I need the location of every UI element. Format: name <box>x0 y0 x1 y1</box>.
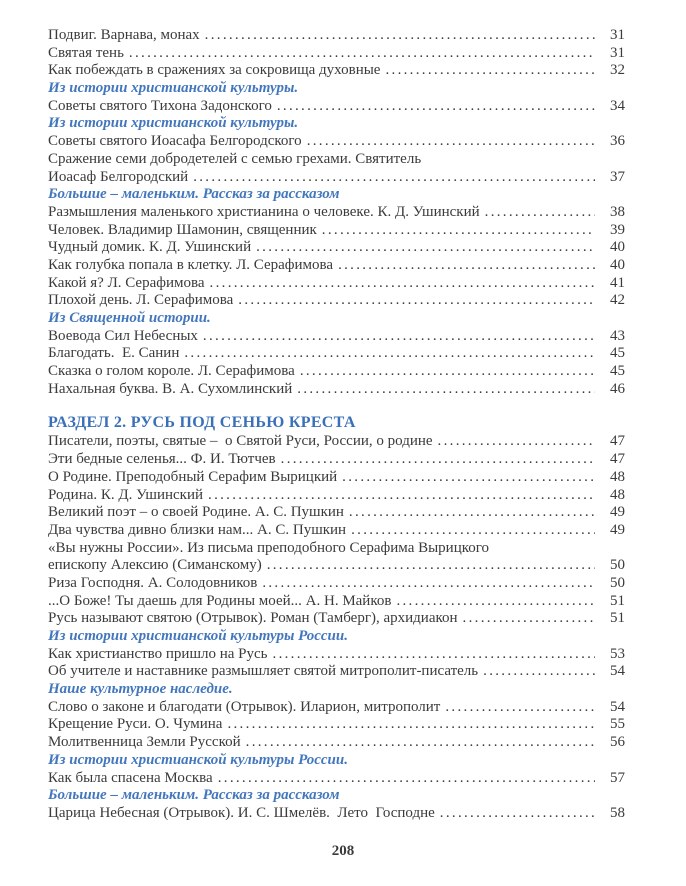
dot-leader <box>322 222 595 240</box>
dot-leader <box>438 433 595 451</box>
toc-entry-page: 34 <box>610 97 625 114</box>
toc-entry-page: 31 <box>610 27 625 43</box>
toc-entry <box>48 522 625 540</box>
toc-entry <box>48 62 625 80</box>
toc-entry-page: 49 <box>610 504 625 521</box>
toc-subheader <box>48 787 625 805</box>
toc-entry-title: Нахальная буква. В. А. Сухомлинский <box>48 380 293 397</box>
toc-entry-page: 40 <box>610 256 625 273</box>
toc-entry <box>48 222 625 240</box>
dot-leader <box>338 257 595 275</box>
toc-entry-title: Сражение семи добродетелей с семью грехами. Святитель <box>48 150 422 167</box>
toc-entry-page: 38 <box>610 203 625 220</box>
toc-subheader <box>48 752 625 770</box>
toc-entry <box>48 487 625 505</box>
toc-entry-page: 47 <box>610 433 625 450</box>
toc-entry-title: Эти бедные селенья... Ф. И. Тютчев <box>48 451 276 468</box>
dot-leader <box>351 522 595 540</box>
toc-entry-title: Святая тень <box>48 44 124 61</box>
dot-leader <box>385 62 595 80</box>
toc-entry-page: 54 <box>610 698 625 715</box>
toc-entry-title: Благодать. Е. Санин <box>48 345 180 362</box>
toc-entry-title: РАЗДЕЛ 2. РУСЬ ПОД СЕНЬЮ КРЕСТА <box>48 414 356 432</box>
dot-leader <box>238 292 595 310</box>
toc-entry-title: Из истории христианской культуры. <box>48 115 299 132</box>
toc-subheader <box>48 681 625 699</box>
toc-entry <box>48 540 625 558</box>
toc-entry <box>48 557 625 575</box>
toc-entry-page: 40 <box>610 239 625 256</box>
toc-entry-title: Большие – маленьким. Рассказ за рассказом <box>48 186 340 203</box>
toc-entry-title: Из истории христианской культуры России. <box>48 751 348 768</box>
dot-leader <box>203 328 595 346</box>
toc-section-title <box>48 413 625 432</box>
toc-entry <box>48 239 625 257</box>
toc-entry-title: Писатели, поэты, святые – о Святой Руси, России, о родине <box>48 433 433 450</box>
toc-entry-title: О Родине. Преподобный Серафим Вырицкий <box>48 468 338 485</box>
toc-entry-page: 48 <box>610 468 625 485</box>
dot-leader <box>218 770 595 788</box>
toc-entry <box>48 646 625 664</box>
toc-entry <box>48 433 625 451</box>
dot-leader <box>396 593 595 611</box>
toc-entry <box>48 451 625 469</box>
toc-entry-page: 58 <box>610 804 625 821</box>
toc-entry-page: 53 <box>610 645 625 662</box>
toc-entry-title: Какой я? Л. Серафимова <box>48 274 205 291</box>
toc-entry <box>48 345 625 363</box>
toc-entry-page: 48 <box>610 486 625 503</box>
toc-entry-page: 56 <box>610 734 625 751</box>
toc-entry-page: 50 <box>610 557 625 574</box>
toc-entry <box>48 734 625 752</box>
dot-leader <box>297 381 595 399</box>
dot-leader <box>227 716 595 734</box>
dot-leader <box>349 504 595 522</box>
toc-entry-title: Воевода Сил Небесных <box>48 327 198 344</box>
dot-leader <box>440 805 595 823</box>
toc-entry-page: 43 <box>610 327 625 344</box>
dot-leader <box>262 575 595 593</box>
toc-entry-title: «Вы нужны России». Из письма преподобного Серафима Вырицкого <box>48 539 490 556</box>
toc-entry <box>48 593 625 611</box>
toc-entry-title: Риза Господня. А. Солодовников <box>48 574 258 591</box>
toc-entry-page: 45 <box>610 363 625 380</box>
toc-entry <box>48 27 625 45</box>
toc-entry <box>48 151 625 169</box>
toc-entry-title: Как христианство пришло на Русь <box>48 645 268 662</box>
dot-leader <box>277 98 595 116</box>
dot-leader <box>184 345 595 363</box>
dot-leader <box>281 451 595 469</box>
toc-entry-page: 36 <box>610 133 625 150</box>
page-number: 208 <box>331 843 355 859</box>
toc-entry <box>48 169 625 187</box>
toc-entry <box>48 328 625 346</box>
toc-entry-title: Плохой день. Л. Серафимова <box>48 292 234 309</box>
dot-leader <box>210 275 595 293</box>
toc-entry <box>48 381 625 399</box>
toc-entry-title: Как побеждать в сражениях за сокровища духовные <box>48 62 381 79</box>
toc-entry-page: 41 <box>610 274 625 291</box>
toc-entry-title: Иоасаф Белгородский <box>48 168 189 185</box>
dot-leader <box>273 646 595 664</box>
toc-entry-title: Подвиг. Варнава, монах <box>48 27 200 43</box>
toc-entry-title: Как голубка попала в клетку. Л. Серафимова <box>48 256 334 273</box>
toc-entry <box>48 770 625 788</box>
toc-entry-title: ...О Боже! Ты даешь для Родины моей... А. Н. Майков <box>48 592 392 609</box>
toc-entry <box>48 699 625 717</box>
toc-entry <box>48 45 625 63</box>
toc-entry-page: 57 <box>610 769 625 786</box>
toc-entry <box>48 363 625 381</box>
toc-entry-title: Об учителе и наставнике размышляет святой митрополит-писатель <box>48 663 479 680</box>
toc-entry-title: Человек. Владимир Шамонин, священник <box>48 221 317 238</box>
toc-entry-page: 47 <box>610 451 625 468</box>
toc-entry-page: 51 <box>610 610 625 627</box>
toc-entry <box>48 504 625 522</box>
toc-entry-page: 37 <box>610 168 625 185</box>
toc-entry-title: Слово о законе и благодати (Отрывок). Иларион, митрополит <box>48 698 441 715</box>
toc-entry-title: Из истории христианской культуры России. <box>48 628 348 644</box>
toc-entry-title: Русь называют святою (Отрывок). Роман (Тамберг), архидиакон <box>48 610 458 627</box>
toc-entry-title: Большие – маленьким. Рассказ за рассказом <box>48 787 340 804</box>
dot-leader <box>205 27 595 45</box>
dot-leader <box>267 557 595 575</box>
toc-entry <box>48 204 625 222</box>
toc-entry-title: Царица Небесная (Отрывок). И. С. Шмелёв. Лето Господне <box>48 804 435 821</box>
toc-subheader <box>48 310 625 328</box>
dot-leader <box>483 663 595 681</box>
toc-entry-title: Родина. К. Д. Ушинский <box>48 486 204 503</box>
toc-subheader <box>48 80 625 98</box>
toc-entry-page: 55 <box>610 716 625 733</box>
toc-entry-title: Два чувства дивно близки нам... А. С. Пушкин <box>48 521 347 538</box>
toc-entry-title: епископу Алексию (Симанскому) <box>48 557 262 574</box>
toc-entry-title: Чудный домик. К. Д. Ушинский <box>48 239 252 256</box>
toc-entry <box>48 663 625 681</box>
dot-leader <box>342 469 595 487</box>
toc-entry <box>48 805 625 823</box>
toc-entry-page: 54 <box>610 663 625 680</box>
dot-leader <box>193 169 595 187</box>
toc-entry <box>48 275 625 293</box>
toc-entry <box>48 133 625 151</box>
dot-leader <box>300 363 595 381</box>
toc-entry <box>48 469 625 487</box>
toc <box>48 27 625 823</box>
toc-entry-title: Наше культурное наследие. <box>48 681 233 698</box>
toc-entry-title: Как была спасена Москва <box>48 769 213 786</box>
toc-entry-title: Великий поэт – о своей Родине. А. С. Пушкин <box>48 504 344 521</box>
toc-entry <box>48 575 625 593</box>
dot-leader <box>208 487 595 505</box>
toc-entry-title: Из истории христианской культуры. <box>48 80 299 97</box>
dot-leader <box>463 610 595 628</box>
toc-entry <box>48 610 625 628</box>
toc-subheader <box>48 628 625 646</box>
toc-entry-title: Из Священной истории. <box>48 310 211 326</box>
dot-leader <box>129 45 595 63</box>
toc-entry-title: Сказка о голом короле. Л. Серафимова <box>48 363 295 380</box>
toc-subheader <box>48 115 625 133</box>
toc-entry-page: 51 <box>610 592 625 609</box>
toc-entry-title: Крещение Руси. О. Чумина <box>48 716 223 733</box>
dot-leader <box>485 204 595 222</box>
dot-leader <box>307 133 595 151</box>
toc-entry-page: 42 <box>610 292 625 309</box>
toc-entry <box>48 716 625 734</box>
toc-entry-page: 32 <box>610 62 625 79</box>
toc-entry-page: 46 <box>610 380 625 397</box>
toc-entry-page: 45 <box>610 345 625 362</box>
toc-entry-title: Советы святого Иоасафа Белгородского <box>48 133 302 150</box>
toc-entry-page: 39 <box>610 221 625 238</box>
dot-leader <box>246 734 595 752</box>
toc-entry-title: Размышления маленького христианина о человеке. К. Д. Ушинский <box>48 203 480 220</box>
toc-entry <box>48 257 625 275</box>
toc-entry-page: 31 <box>610 44 625 61</box>
toc-entry <box>48 98 625 116</box>
toc-subheader <box>48 186 625 204</box>
toc-entry-page: 49 <box>610 521 625 538</box>
dot-leader <box>256 239 595 257</box>
toc-entry-page: 50 <box>610 574 625 591</box>
toc-entry-title: Молитвенница Земли Русской <box>48 734 241 751</box>
toc-entry-title: Советы святого Тихона Задонского <box>48 97 272 114</box>
toc-entry <box>48 292 625 310</box>
dot-leader <box>445 699 595 717</box>
